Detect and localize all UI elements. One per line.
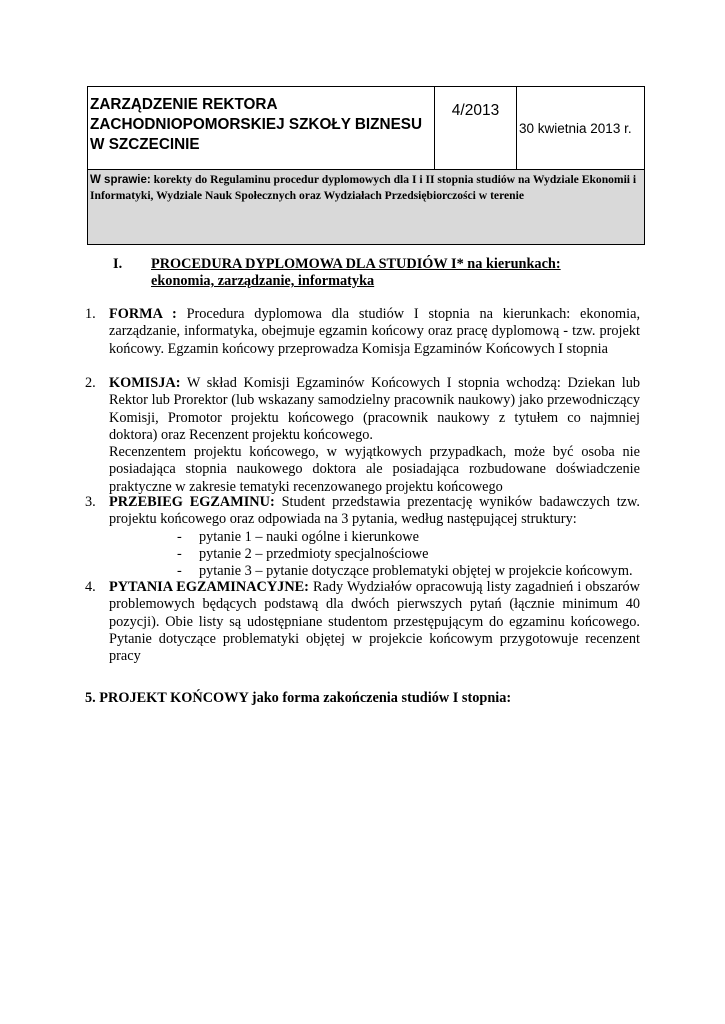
item-label: PRZEBIEG EGZAMINU: <box>109 494 275 510</box>
item-label: PYTANIA EGZAMINACYJNE: <box>109 579 309 595</box>
section-title-line-1: PROCEDURA DYPLOMOWA DLA STUDIÓW I* na kierunkach: <box>151 256 561 272</box>
question-item: - pytanie 1 – nauki ogólne i kierunkowe <box>177 528 419 545</box>
subject-text: korekty do Regulaminu procedur dyplomowych dla I i II stopnia studiów na Wydziale Ekonomii i Informatyki, Wydziale Nauk Społecznych oraz Wydziałach Przedsiębiorczości w terenie <box>90 173 637 202</box>
decree-number: 4/2013 <box>435 87 517 170</box>
subject-box <box>88 170 645 245</box>
decree-date: 30 kwietnia 2013 r. <box>517 87 645 170</box>
question-item: - pytanie 2 – przedmioty specjalnościowe <box>177 545 429 562</box>
item-text: Rady Wydziałów opracowują listy zagadnień i obszarów problemowych będących podstawą dla dwóch pierwszych pytań (łącznie minimum 40 pozycji). Obie listy są udostępniane studentom przestępującym do egzaminu końcowego. Pytanie dotyczące problematyki objętej w projekcie końcowym przygotowuje recenzent pracy <box>109 579 640 665</box>
item-label: KOMISJA: <box>109 375 181 391</box>
question-item: - pytanie 3 – pytanie dotyczące problematyki objętej w projekcie końcowym. <box>177 563 633 580</box>
decree-title-line-1: ZARZĄDZENIE REKTORA <box>90 96 278 113</box>
item-number: 3. <box>85 494 96 510</box>
item-text: Procedura dyplomowa dla studiów I stopnia na kierunkach: ekonomia, zarządzanie, informatyka, obejmuje egzamin końcowy oraz pracę dyplomową - tzw. projekt końcowy. Egzamin końcowy przeprowadza Komisja Egzaminów Końcowych I stopnia <box>109 306 641 357</box>
decree-title <box>88 87 435 170</box>
header-table <box>87 86 645 245</box>
item-text: Student przedstawia prezentację wyników badawczych tzw. projektu końcowego oraz odpowiada na 3 pytania, według następującej struktury: <box>109 494 640 528</box>
item-number: 1. <box>85 306 96 322</box>
item-number: 4. <box>85 579 96 595</box>
section-number: I. <box>113 256 123 272</box>
decree-title-line-3: W SZCZECINIE <box>90 136 200 153</box>
item-text-extra: Recenzentem projektu końcowego, w wyjątkowych przypadkach, może być osoba nie posiadająca stopnia naukowego doktora ale posiadająca rozbudowane doświadczenie praktyczne w zakresie tematyki recenzowanego projektu końcowego <box>109 444 640 495</box>
subject-label: W sprawie: <box>90 174 151 186</box>
question-list <box>109 529 640 581</box>
decree-title-line-2: ZACHODNIOPOMORSKIEJ SZKOŁY BIZNESU <box>90 116 423 133</box>
item-label: FORMA : <box>109 306 177 322</box>
item-text: W skład Komisji Egzaminów Końcowych I stopnia wchodzą: Dziekan lub Rektor lub Prorektor (lub wskazany samodzielny pracownik naukowy) jako przewodniczący Komisji, Promotor projektu końcowego (pracownik naukowy z tytułem co najmniej doktora) oraz Recenzent projektu końcowego. <box>109 375 640 443</box>
item-number: 2. <box>85 375 96 391</box>
final-heading: 5. PROJEKT KOŃCOWY jako forma zakończenia studiów I stopnia: <box>85 690 512 706</box>
section-title <box>151 256 631 290</box>
section-title-line-2: ekonomia, zarządzanie, informatyka <box>151 273 375 289</box>
